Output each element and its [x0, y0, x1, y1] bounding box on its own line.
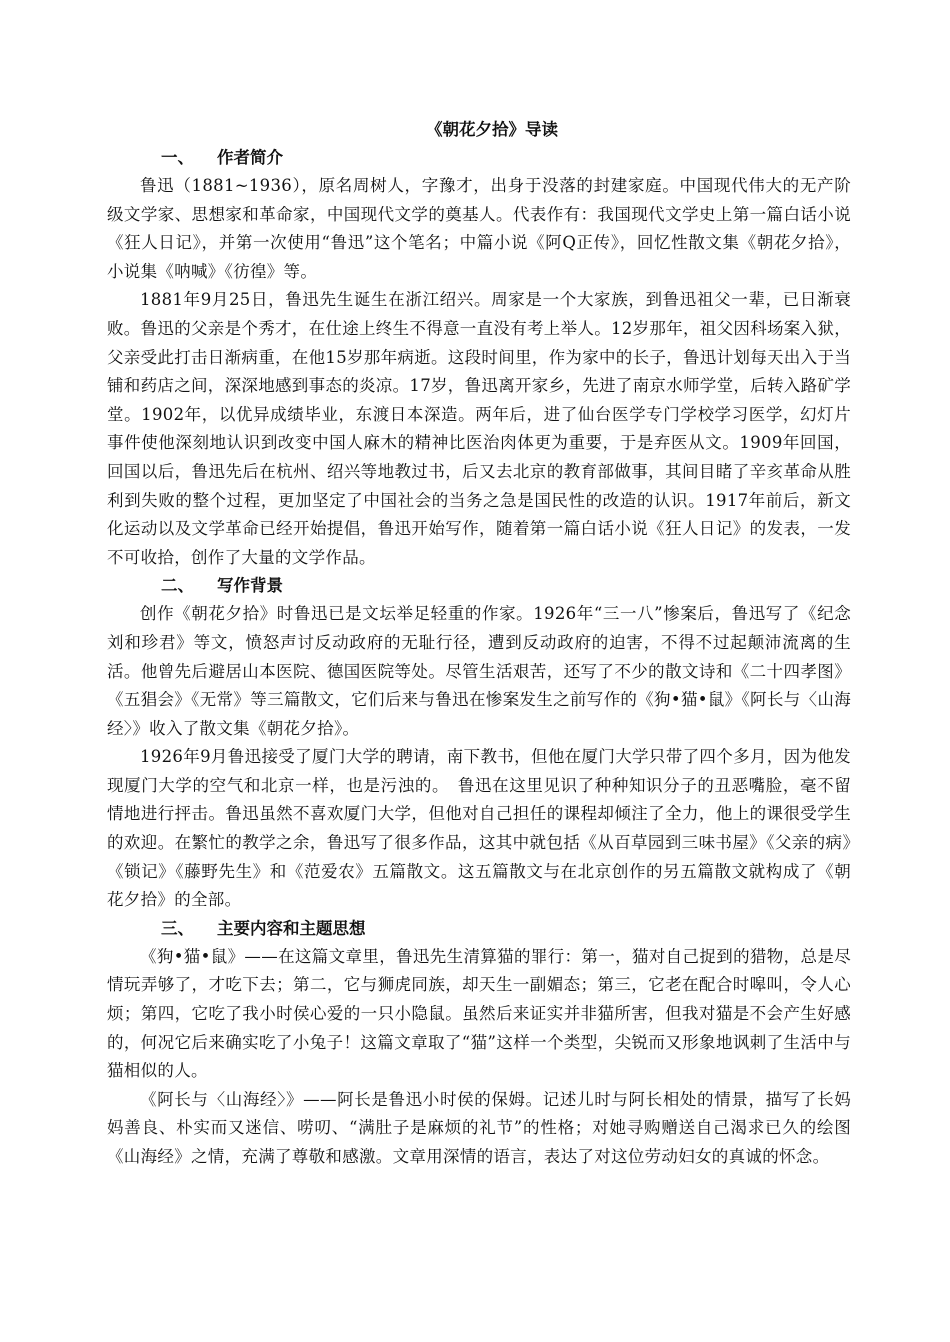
paragraph: 鲁迅（1881~1936），原名周树人，字豫才，出身于没落的封建家庭。中国现代伟大的无产阶级文学家、思想家和革命家，中国现代文学的奠基人。代表作有：我国现代文学史上第一篇白话小说《狂人日记》，并第一次使用“鲁迅”这个笔名；中篇小说《阿Q正传》，回忆性散文集《朝花夕拾》，小说集《呐喊》《彷徨》等。 — [107, 176, 851, 281]
section-heading-background — [107, 572, 851, 600]
section-number: 二、 — [161, 576, 194, 596]
paragraph: 《阿长与〈山海经〉》——阿长是鲁迅小时侯的保姆。记述儿时与阿长相处的情景，描写了长妈妈善良、朴实而又迷信、唠叨、“满肚子是麻烦的礼节”的性格；对她寻购赠送自己渴求已久的绘图《山海经》之情，充满了尊敬和感激。文章用深情的语言，表达了对这位劳动妇女的真诚的怀念。 — [107, 1089, 851, 1166]
section-number: 一、 — [161, 148, 194, 167]
document-page — [107, 116, 851, 1172]
paragraph: 1881年9月25日，鲁迅先生诞生在浙江绍兴。周家是一个大家族，到鲁迅祖父一辈，已日渐衰败。鲁迅的父亲是个秀才，在仕途上终生不得意一直没有考上举人。12岁那年，祖父因科场案入狱，父亲受此打击日渐病重，在他15岁那年病逝。这段时间里，作为家中的长子，鲁迅计划每天出入于当铺和药店之间，深深地感到事态的炎凉。17岁，鲁迅离开家乡，先进了南京水师学堂，后转入路矿学堂。1902年，以优异成绩毕业，东渡日本深造。两年后，进了仙台医学专门学校学习医学，幻灯片事件使他深刻地认识到改变中国人麻木的精神比医治肉体更为重要，于是弃医从文。1909年回国，回国以后，鲁迅先后在杭州、绍兴等地教过书，后又去北京的教育部做事，其间目睹了辛亥革命从胜利到失败的整个过程，更加坚定了中国社会的当务之急是国民性的改造的认识。1917年前后，新文化运动以及文学革命已经开始提倡，鲁迅开始写作，随着第一篇白话小说《狂人日记》的发表，一发不可收拾，创作了大量的文学作品。 — [107, 290, 851, 567]
section-number: 三、 — [161, 918, 194, 938]
section-heading-text: 主要内容和主题思想 — [217, 918, 366, 938]
section-heading-text: 写作背景 — [217, 576, 283, 596]
paragraph: 1926年9月鲁迅接受了厦门大学的聘请，南下教书，但他在厦门大学只带了四个多月，因为他发现厦门大学的空气和北京一样，也是污浊的。 鲁迅在这里见识了种种知识分子的丑恶嘴脸，毫不留情地进行抨击。鲁迅虽然不喜欢厦门大学，但他对自己担任的课程却倾注了全力，他上的课很受学生的欢迎。在繁忙的教学之余，鲁迅写了很多作品，这其中就包括《从百草园到三味书屋》《父亲的病》《锁记》《藤野先生》和《范爱农》五篇散文。这五篇散文与在北京创作的另五篇散文就构成了《朝花夕拾》的全部。 — [107, 747, 851, 910]
section-heading-content — [107, 915, 851, 943]
section-heading-text: 作者简介 — [217, 148, 283, 167]
document-title: 《朝花夕拾》导读 — [426, 120, 558, 139]
paragraph: 《狗•猫•鼠》——在这篇文章里，鲁迅先生清算猫的罪行：第一，猫对自己捉到的猎物，总是尽情玩弄够了，才吃下去；第二，它与狮虎同族，却天生一副媚态；第三，它老在配合时嗥叫，令人心烦；第四，它吃了我小时侯心爱的一只小隐鼠。虽然后来证实并非猫所害，但我对猫是不会产生好感的，何况它后来确实吃了小兔子！这篇文章取了“猫”这样一个类型，尖锐而又形象地讽刺了生活中与猫相似的人。 — [107, 946, 851, 1081]
section-heading-author — [107, 144, 851, 172]
paragraph: 创作《朝花夕拾》时鲁迅已是文坛举足轻重的作家。1926年“三一八”惨案后，鲁迅写了《纪念刘和珍君》等文，愤怒声讨反动政府的无耻行径，遭到反动政府的迫害，不得不过起颠沛流离的生活。他曾先后避居山本医院、德国医院等处。尽管生活艰苦，还写了不少的散文诗和《二十四孝图》《五猖会》《无常》等三篇散文，它们后来与鲁迅在惨案发生之前写作的《狗•猫•鼠》《阿长与〈山海经〉》收入了散文集《朝花夕拾》。 — [107, 604, 851, 738]
